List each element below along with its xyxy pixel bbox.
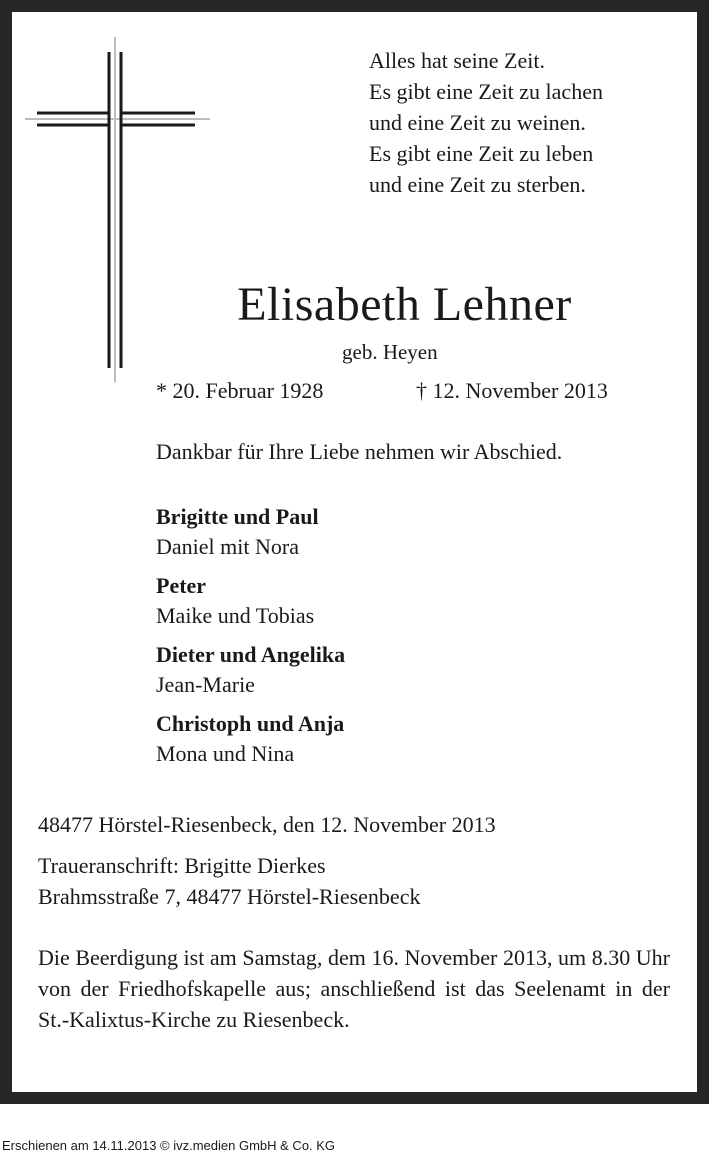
family-head: Christoph und Anja [156, 711, 345, 736]
address-line: Traueranschrift: Brigitte Dierkes [38, 853, 326, 878]
family-group [156, 640, 345, 700]
death-date: † 12. November 2013 [416, 378, 608, 403]
family-group [156, 502, 345, 562]
funeral-notice: Die Beerdigung ist am Samstag, dem 16. November 2013, um 8.30 Uhr von der Friedhofskapelle aus; anschließend ist das Seelenamt in der St.-Kalixtus-Kirche zu Riesenbeck. [38, 945, 670, 1032]
publication-footer: Erschienen am 14.11.2013 © ivz.medien GmbH & Co. KG [2, 1138, 336, 1153]
obituary-card [12, 12, 697, 1092]
family-head: Peter [156, 573, 207, 598]
family-head: Dieter und Angelika [156, 642, 346, 667]
family-sub: Jean-Marie [156, 672, 255, 697]
thanks-text: Dankbar für Ihre Liebe nehmen wir Abschied. [156, 439, 563, 464]
maiden-name: geb. Heyen [342, 340, 438, 364]
birth-date: * 20. Februar 1928 [156, 378, 324, 403]
address-line: Brahmsstraße 7, 48477 Hörstel-Riesenbeck [38, 884, 421, 909]
family-list [156, 502, 345, 778]
family-sub: Maike und Tobias [156, 603, 315, 628]
quote-line: und eine Zeit zu weinen. [369, 110, 586, 135]
family-group [156, 709, 345, 769]
family-head: Brigitte und Paul [156, 504, 319, 529]
family-sub: Mona und Nina [156, 741, 295, 766]
place-date: 48477 Hörstel-Riesenbeck, den 12. November 2013 [38, 812, 496, 837]
quote-line: Es gibt eine Zeit zu lachen [369, 79, 603, 104]
quote-line: und eine Zeit zu sterben. [369, 172, 586, 197]
mourning-address [38, 850, 420, 912]
deceased-name: Elisabeth Lehner [237, 278, 572, 331]
quote-line: Es gibt eine Zeit zu leben [369, 141, 594, 166]
quote-line: Alles hat seine Zeit. [369, 48, 545, 73]
family-sub: Daniel mit Nora [156, 534, 299, 559]
family-group [156, 571, 345, 631]
quote [369, 45, 603, 200]
